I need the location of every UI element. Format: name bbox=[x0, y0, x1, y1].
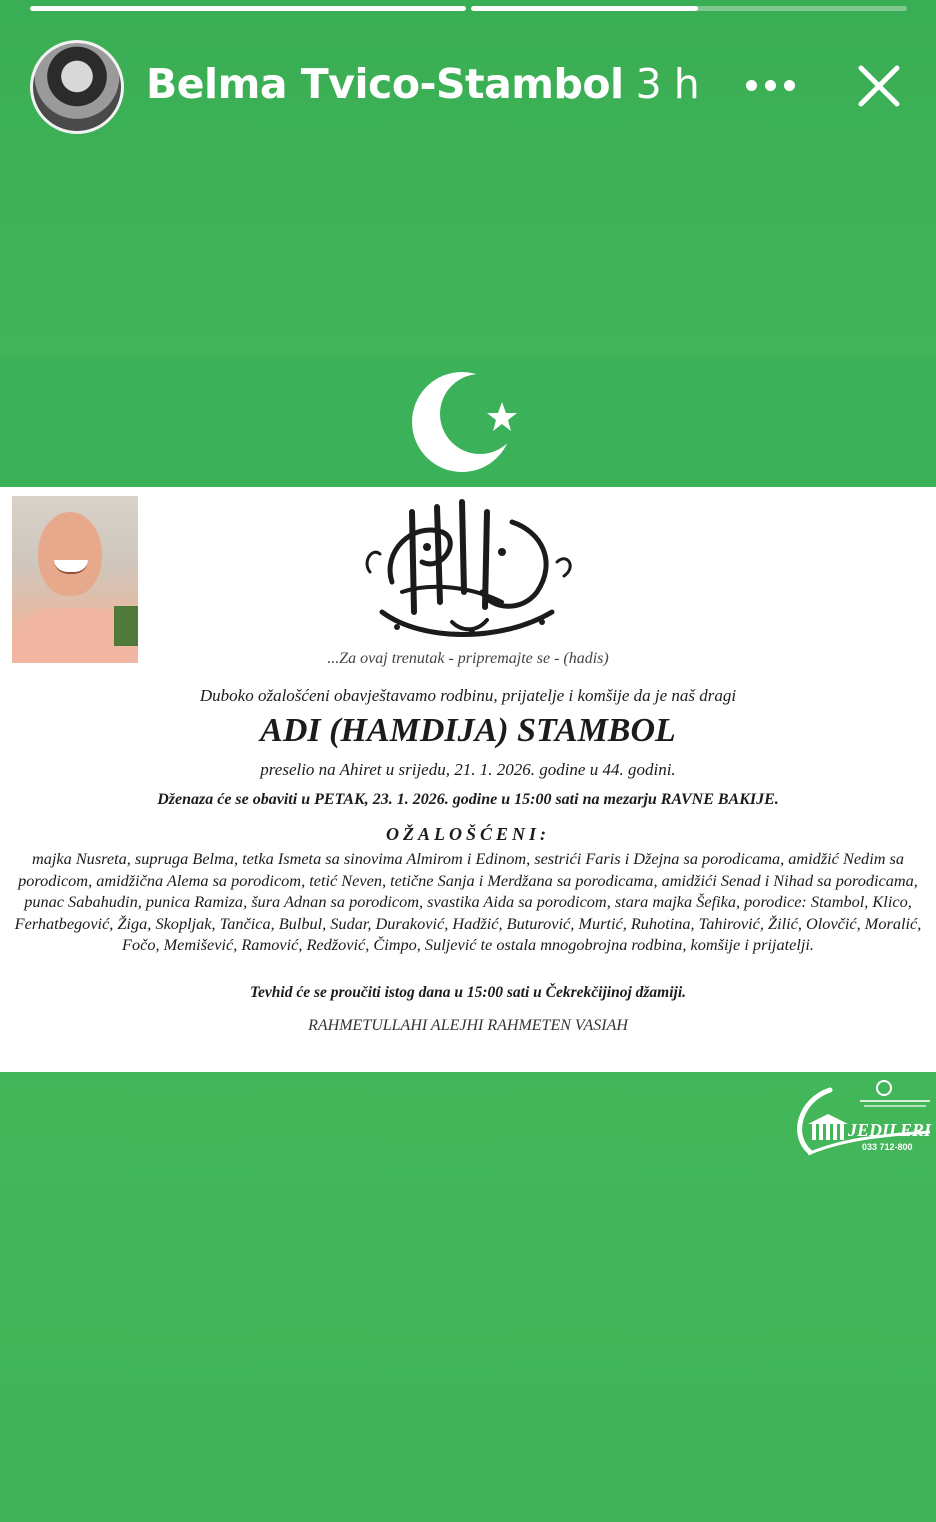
mourners-heading: OŽALOŠĆENI: bbox=[385, 824, 550, 844]
more-options-button[interactable] bbox=[746, 80, 795, 91]
close-icon[interactable] bbox=[856, 63, 902, 109]
tevhid-details: Tevhid će se proučiti istog dana u 15:00 sati u Čekrekčijinoj džamiji. bbox=[249, 984, 687, 1001]
deceased-name: ADI (HAMDIJA) STAMBOL bbox=[260, 712, 676, 749]
more-dot-icon bbox=[746, 80, 757, 91]
funeral-details: Dženaza će se obaviti u PETAK, 23. 1. 2026. godine u 15:00 sati na mezarju RAVNE BAKIJE. bbox=[157, 791, 779, 808]
progress-fill bbox=[30, 6, 466, 11]
story-time: 3 h bbox=[635, 60, 700, 108]
story-header bbox=[146, 60, 699, 108]
author-avatar[interactable] bbox=[30, 40, 124, 134]
hadith-quote: ...Za ovaj trenutak - pripremajte se - (hadis) bbox=[327, 650, 609, 667]
logo-brand: JEDILERI bbox=[848, 1120, 932, 1140]
more-dot-icon bbox=[784, 80, 795, 91]
author-name[interactable]: Belma Tvico-Stambol bbox=[146, 60, 624, 108]
story-progress-bar-2 bbox=[471, 6, 907, 11]
mourners-list: majka Nusreta, supruga Belma, tetka Ismeta sa sinovima Almirom i Edinom, sestrići Faris i Džejna sa porodicama, amidžić Nedim sa porodicom, amidžična Alema sa porodicom, tetić Neven, tetične Sanja i Merdžana sa porodicama, amidžići Senad i Nihad sa porodicama, punac Sabahudin, punica Ramiza, šura Adnan sa porodicom, svastika Aida sa porodicom, stara majka Šefika, porodice: Stambol, Klico, Ferhatbegović, Žiga, Skopljak, Tančica, Bulbul, Sudar, Duraković, Hadžić, Buturović, Murtić, Ruhotina, Tahirović, Žilić, Olovčić, Moralić, Fočo, Memišević, Ramović, Redžović, Čimpo, Suljević te ostala mnogobrojna rodbina, komšije i prijatelji. bbox=[14, 849, 922, 955]
progress-fill bbox=[471, 6, 698, 11]
calligraphy-emblem bbox=[352, 492, 582, 652]
closing-prayer: RAHMETULLAHI ALEJHI RAHMETEN VASIAH bbox=[308, 1017, 628, 1034]
crescent-star-icon bbox=[410, 368, 522, 480]
deceased-photo bbox=[12, 496, 138, 663]
more-dot-icon bbox=[765, 80, 776, 91]
story-progress-bar-1 bbox=[30, 6, 466, 11]
announcement-intro: Duboko ožalošćeni obavještavamo rodbinu, prijatelje i komšije da je naš dragi bbox=[199, 686, 737, 705]
logo-phone: 033 712-800 bbox=[862, 1142, 913, 1152]
date-of-death: preselio na Ahiret u srijedu, 21. 1. 2026. godine u 44. godini. bbox=[260, 760, 676, 779]
funeral-home-logo bbox=[790, 1080, 936, 1158]
